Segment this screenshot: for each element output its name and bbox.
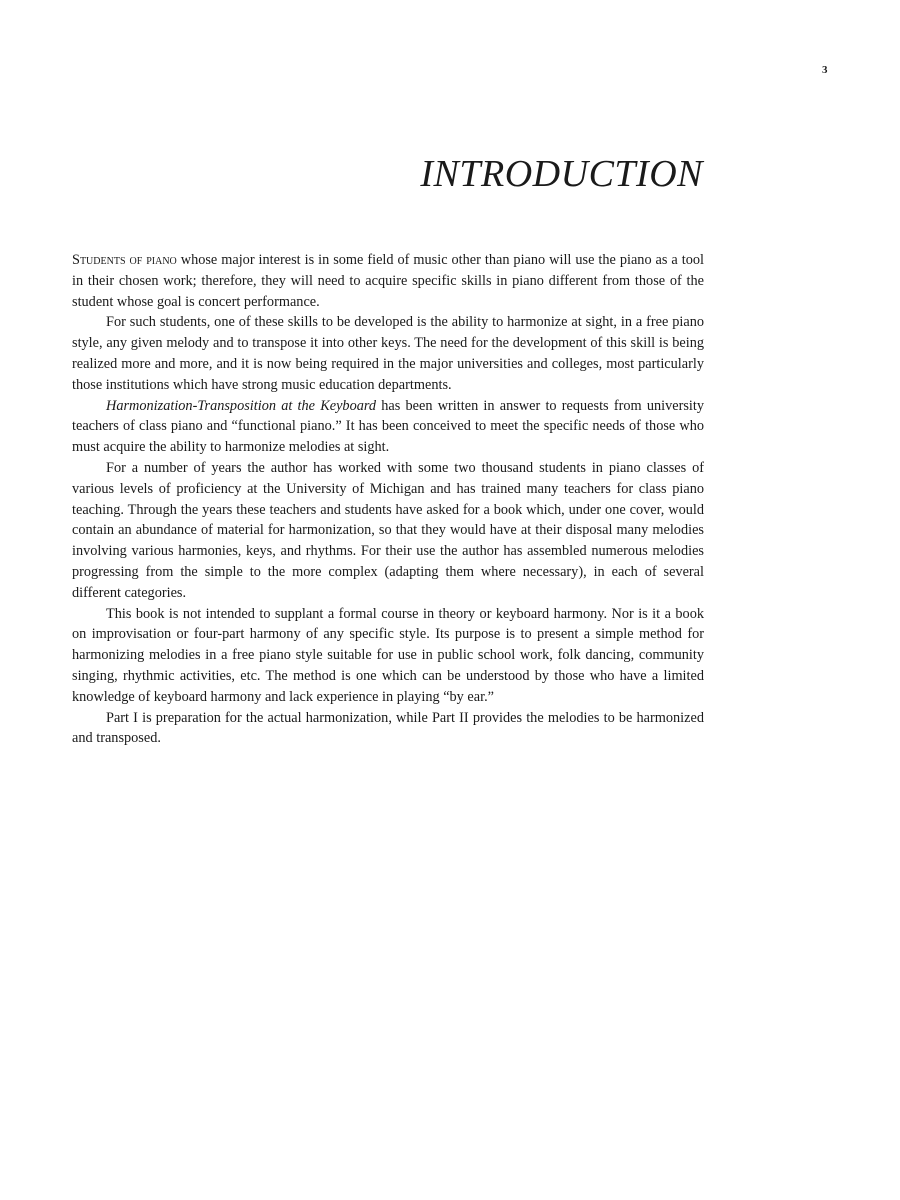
introduction-body: [72, 250, 704, 749]
paragraph: For such students, one of these skills to be developed is the ability to harmonize at sight, in a free piano style, any given melody and to transpose it into other keys. The need for the development of this skill is being realized more and more, and it is now being required in the major universities and colleges, most particularly those institutions which have strong music education departments.: [72, 314, 704, 393]
paragraph: This book is not intended to supplant a formal course in theory or keyboard harmony. Nor is it a book on improvisation or four-part harmony of any specific style. Its purpose is to present a simple method for harmonizing melodies in a free piano style suitable for use in public school work, folk dancing, community singing, rhythmic activities, etc. The method is one which can be understood by those who have a limited knowledge of keyboard harmony and lack experience in playing “by ear.”: [72, 605, 704, 705]
paragraph: For a number of years the author has worked with some two thousand students in piano classes of various levels of proficiency at the University of Michigan and has trained many teachers for class piano teaching. Through the years these teachers and students have asked for a book which, under one cover, would contain an abundance of material for harmonization, so that they would have at their disposal many melodies involving various harmonies, keys, and rhythms. For their use the author has assembled numerous melodies progressing from the simple to the more complex (adapting them where necessary), in each of several different categories.: [72, 459, 704, 601]
paragraph: [72, 250, 704, 312]
paragraph: [72, 396, 704, 458]
paragraph: Part I is preparation for the actual harmonization, while Part II provides the melodies to be harmonized and transposed.: [72, 709, 704, 747]
page-title: INTRODUCTION: [420, 153, 703, 195]
page-number: 3: [822, 64, 828, 76]
book-title: Harmonization-Transposition at the Keyboard: [106, 397, 377, 414]
paragraph-text: whose major interest is in some field of music other than piano will use the piano as a tool in their chosen work; therefore, they will need to acquire specific skills in piano different from those of the student whose goal is concert performance.: [72, 252, 704, 310]
paragraph-text: has been written in answer to requests from university teachers of class piano and “functional piano.” It has been conceived to meet the specific needs of those who must acquire the ability to harmonize melodies at sight.: [72, 397, 704, 456]
paragraph-lead: Students of piano: [72, 252, 177, 268]
